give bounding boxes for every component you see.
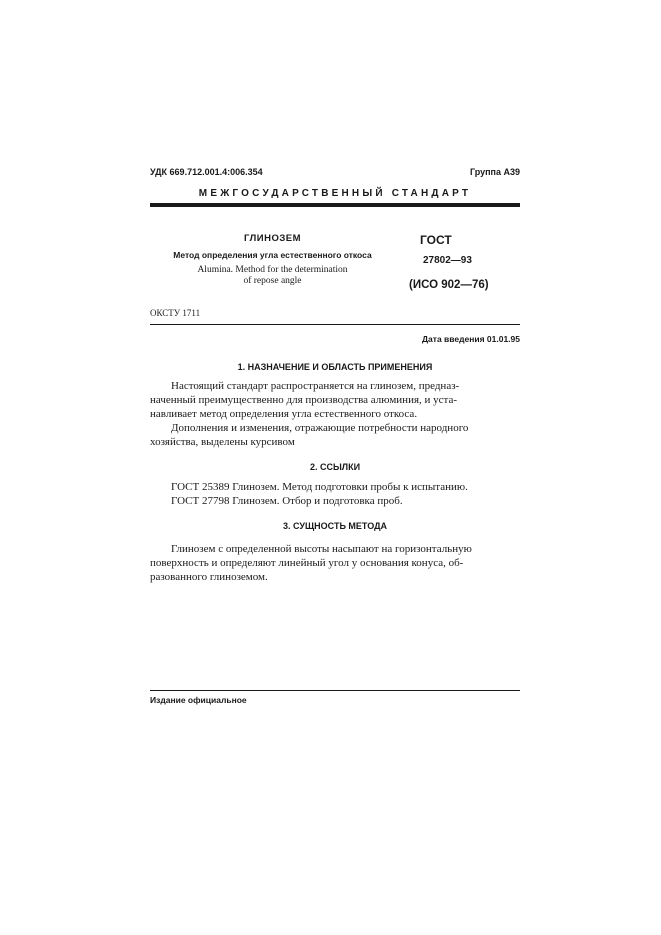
reference-item: ГОСТ 25389 Глинозем. Метод подготовки пробы к испытанию. xyxy=(171,481,468,493)
method-title-ru: Метод определения угла естественного откоса xyxy=(173,250,372,260)
section-1-title: 1. НАЗНАЧЕНИЕ И ОБЛАСТЬ ПРИМЕНЕНИЯ xyxy=(237,362,433,372)
oksty-code: ОКСТУ 1711 xyxy=(150,308,201,318)
title-en xyxy=(150,265,395,287)
title-en-line-2: of repose angle xyxy=(243,276,302,286)
paragraph-line: поверхность и определяют линейный угол у основания конуса, об- xyxy=(150,557,464,569)
gost-number: 27802—93 xyxy=(423,255,472,266)
paragraph-line: наченный преимущественно для производства алюминия, и уста- xyxy=(150,394,458,406)
iso-reference: (ИСО 902—76) xyxy=(409,279,489,291)
oksty-divider xyxy=(150,324,520,325)
paragraph-line: хозяйства, выделены курсивом xyxy=(150,436,295,448)
edition-note: Издание официальное xyxy=(150,695,247,705)
section-3-paragraph-1 xyxy=(150,542,520,584)
standard-type-heading: МЕЖГОСУДАРСТВЕННЫЙ СТАНДАРТ xyxy=(198,188,472,199)
udk-code: УДК 669.712.001.4:006.354 xyxy=(150,167,263,177)
paragraph-line: навливает метод определения угла естественного откоса. xyxy=(150,408,418,420)
group-code: Группа А39 xyxy=(469,167,520,177)
section-1-paragraph-1 xyxy=(150,379,520,421)
document-title: ГЛИНОЗЕМ xyxy=(243,233,302,244)
paragraph-line: Настоящий стандарт распространяется на глинозем, предназ- xyxy=(171,380,460,392)
section-3-title: 3. СУЩНОСТЬ МЕТОДА xyxy=(283,521,387,531)
gost-label: ГОСТ xyxy=(420,233,452,247)
paragraph-line: разованного глиноземом. xyxy=(150,571,268,583)
header-divider xyxy=(150,203,520,207)
footer-divider xyxy=(150,690,520,691)
reference-item: ГОСТ 27798 Глинозем. Отбор и подготовка проб. xyxy=(171,495,403,507)
title-en-line-1: Alumina. Method for the determination xyxy=(197,265,348,275)
section-2-title: 2. ССЫЛКИ xyxy=(309,462,361,472)
paragraph-line: Дополнения и изменения, отражающие потребности народного xyxy=(171,422,469,434)
introduction-date: Дата введения 01.01.95 xyxy=(422,334,520,344)
section-2-references xyxy=(150,480,520,508)
paragraph-line: Глинозем с определенной высоты насыпают на горизонтальную xyxy=(171,543,472,555)
section-1-paragraph-2 xyxy=(150,421,520,449)
